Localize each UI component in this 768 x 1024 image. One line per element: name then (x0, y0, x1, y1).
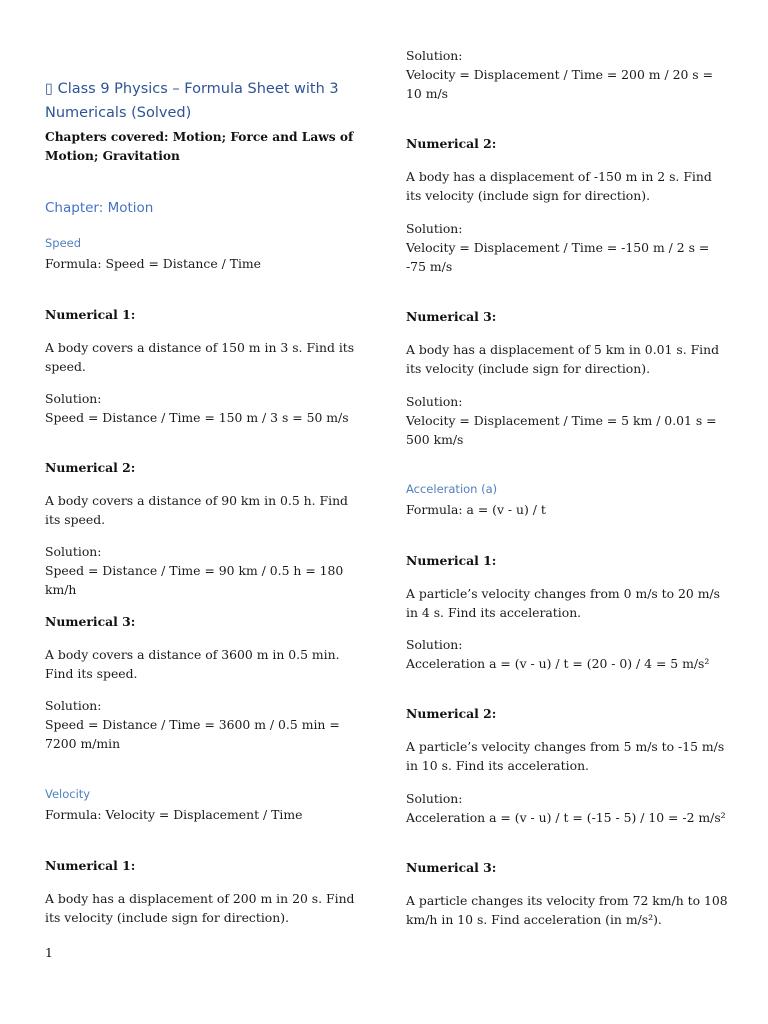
velocity-numerical-2-solution-label: Solution: (406, 221, 463, 236)
acceleration-numerical-2-question: A particle’s velocity changes from 5 m/s to -15 m/s in 10 s. Find its acceleration. (406, 739, 725, 774)
speed-numerical-1-label: Numerical 1: (45, 307, 136, 322)
chapters-covered: Chapters covered: Motion; Force and Laws of Motion; Gravitation (45, 130, 354, 163)
speed-numerical-2-solution: Speed = Distance / Time = 90 km / 0.5 h = 180 km/h (45, 563, 344, 598)
velocity-numerical-1-solution: Velocity = Displacement / Time = 200 m / 20 s = 10 m/s (406, 67, 713, 102)
speed-numerical-1-question: A body covers a distance of 150 m in 3 s. Find its speed. (45, 340, 355, 375)
acceleration-numerical-1-label: Numerical 1: (406, 553, 497, 568)
document-title: ▯ Class 9 Physics – Formula Sheet with 3 Numericals (Solved) (45, 81, 339, 121)
velocity-numerical-1-label: Numerical 1: (45, 858, 136, 873)
acceleration-numerical-2-label: Numerical 2: (406, 706, 497, 721)
velocity-numerical-3-label: Numerical 3: (406, 309, 497, 324)
acceleration-heading: Acceleration (a) (406, 482, 498, 496)
acceleration-numerical-1-solution: Acceleration a = (v - u) / t = (20 - 0) / 4 = 5 m/s² (406, 656, 710, 671)
speed-heading: Speed (45, 236, 82, 250)
acceleration-numerical-1-solution-label: Solution: (406, 637, 463, 652)
speed-numerical-3-question: A body covers a distance of 3600 m in 0.5 min. Find its speed. (45, 647, 340, 682)
chapter-heading: Chapter: Motion (45, 200, 154, 216)
acceleration-numerical-1-question: A particle’s velocity changes from 0 m/s to 20 m/s in 4 s. Find its acceleration. (406, 586, 721, 621)
acceleration-numerical-2-solution-label: Solution: (406, 791, 463, 806)
speed-numerical-1-solution: Speed = Distance / Time = 150 m / 3 s = 50 m/s (45, 410, 349, 425)
velocity-numerical-1-question: A body has a displacement of 200 m in 20 s. Find its velocity (include sign for direction). (45, 891, 355, 926)
speed-numerical-3-solution: Speed = Distance / Time = 3600 m / 0.5 min = 7200 m/min (45, 717, 340, 752)
acceleration-numerical-2-solution: Acceleration a = (v - u) / t = (-15 - 5) / 10 = -2 m/s² (406, 810, 726, 825)
speed-numerical-2-solution-label: Solution: (45, 544, 102, 559)
velocity-numerical-1-solution-label: Solution: (406, 48, 463, 63)
velocity-numerical-3-solution-label: Solution: (406, 394, 463, 409)
velocity-numerical-3-question: A body has a displacement of 5 km in 0.01 s. Find its velocity (include sign for direction). (406, 342, 720, 377)
velocity-formula: Formula: Velocity = Displacement / Time (45, 807, 303, 822)
velocity-numerical-2-solution: Velocity = Displacement / Time = -150 m / 2 s = -75 m/s (406, 240, 710, 275)
speed-numerical-3-solution-label: Solution: (45, 698, 102, 713)
page-number: 1 (45, 945, 53, 960)
acceleration-numerical-3-question: A particle changes its velocity from 72 km/h to 108 km/h in 10 s. Find acceleration (in m/s²). (406, 893, 728, 928)
speed-numerical-3-label: Numerical 3: (45, 614, 136, 629)
acceleration-formula: Formula: a = (v - u) / t (406, 502, 546, 517)
velocity-numerical-2-question: A body has a displacement of -150 m in 2 s. Find its velocity (include sign for direction). (406, 169, 712, 204)
speed-numerical-2-label: Numerical 2: (45, 460, 136, 475)
speed-numerical-1-solution-label: Solution: (45, 391, 102, 406)
velocity-numerical-3-solution: Velocity = Displacement / Time = 5 km / 0.01 s = 500 km/s (406, 413, 717, 448)
velocity-numerical-2-label: Numerical 2: (406, 136, 497, 151)
velocity-heading: Velocity (45, 787, 91, 801)
speed-numerical-2-question: A body covers a distance of 90 km in 0.5 h. Find its speed. (45, 493, 348, 528)
acceleration-numerical-3-label: Numerical 3: (406, 860, 497, 875)
speed-formula: Formula: Speed = Distance / Time (45, 256, 262, 271)
